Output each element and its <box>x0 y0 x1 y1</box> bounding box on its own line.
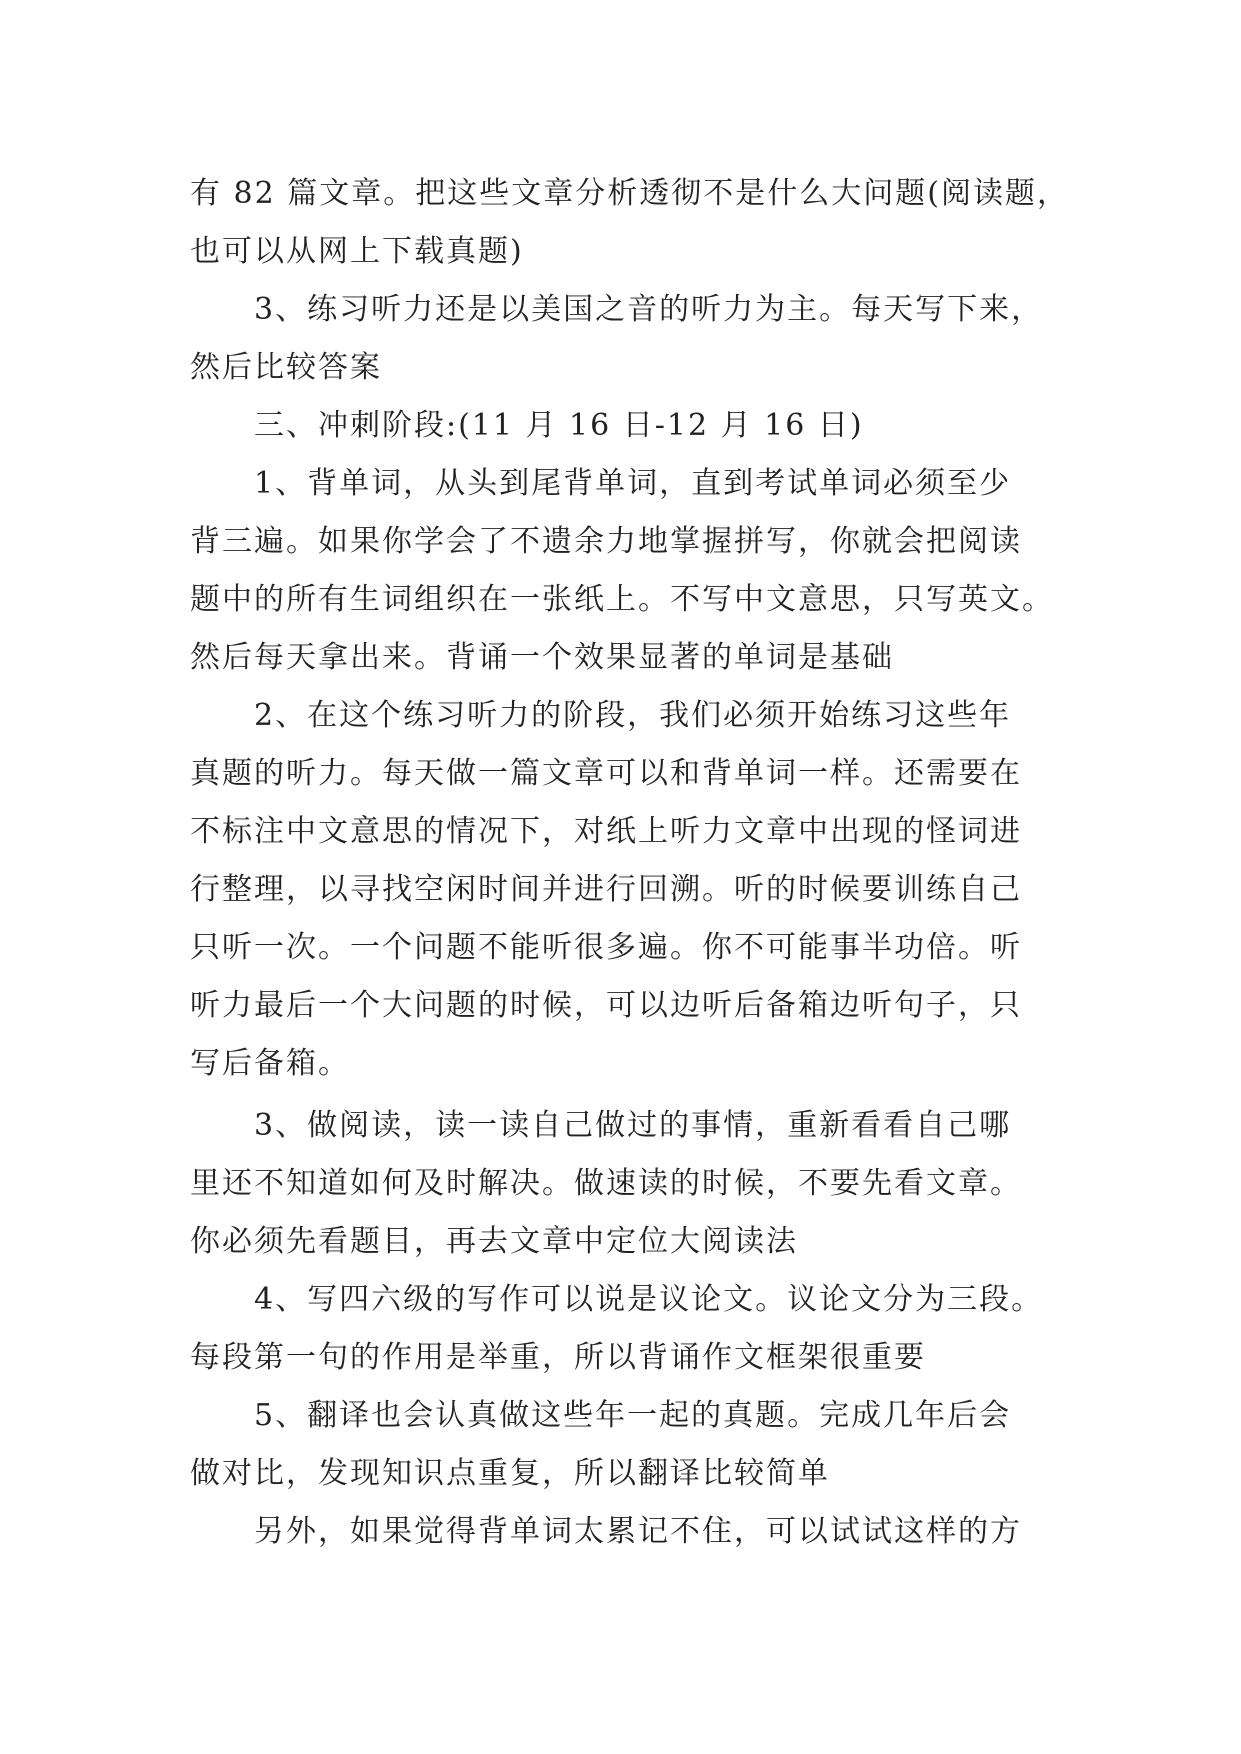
paragraph-line: 背三遍。如果你学会了不遗余力地掌握拼写，你就会把阅读 <box>190 524 1022 559</box>
paragraph-line: 里还不知道如何及时解决。做速读的时候，不要先看文章。 <box>190 1166 1022 1201</box>
paragraph-line: 做对比，发现知识点重复，所以翻译比较简单 <box>190 1456 830 1491</box>
paragraph-line: 真题的听力。每天做一篇文章可以和背单词一样。还需要在 <box>190 756 1022 791</box>
paragraph-line: 也可以从网上下载真题) <box>190 234 524 269</box>
paragraph-line: 2、在这个练习听力的阶段，我们必须开始练习这些年 <box>254 698 1012 733</box>
paragraph-line: 每段第一句的作用是举重，所以背诵作文框架很重要 <box>190 1340 926 1375</box>
paragraph-line: 3、做阅读，读一读自己做过的事情，重新看看自己哪 <box>254 1108 1012 1143</box>
paragraph-line: 题中的所有生词组织在一张纸上。不写中文意思，只写英文。 <box>190 582 1054 617</box>
paragraph-line: 然后比较答案 <box>190 350 382 385</box>
paragraph-line: 另外，如果觉得背单词太累记不住，可以试试这样的方 <box>254 1514 1022 1549</box>
paragraph-line: 只听一次。一个问题不能听很多遍。你不可能事半功倍。听 <box>190 930 1022 965</box>
paragraph-line: 1、背单词，从头到尾背单词，直到考试单词必须至少 <box>254 466 1012 501</box>
paragraph-line: 写后备箱。 <box>190 1046 350 1081</box>
paragraph-line: 3、练习听力还是以美国之音的听力为主。每天写下来， <box>254 292 1044 327</box>
section-heading: 三、冲刺阶段:(11 月 16 日-12 月 16 日) <box>254 408 864 443</box>
paragraph-line: 行整理，以寻找空闲时间并进行回溯。听的时候要训练自己 <box>190 872 1022 907</box>
paragraph-line: 不标注中文意思的情况下，对纸上听力文章中出现的怪词进 <box>190 814 1022 849</box>
paragraph-line: 4、写四六级的写作可以说是议论文。议论文分为三段。 <box>254 1282 1044 1317</box>
paragraph-line: 5、翻译也会认真做这些年一起的真题。完成几年后会 <box>254 1398 1012 1433</box>
paragraph-line: 有 82 篇文章。把这些文章分析透彻不是什么大问题(阅读题， <box>190 176 1069 211</box>
paragraph-line: 然后每天拿出来。背诵一个效果显著的单词是基础 <box>190 640 894 675</box>
paragraph-line: 听力最后一个大问题的时候，可以边听后备箱边听句子，只 <box>190 988 1022 1023</box>
document-body <box>190 165 1070 1561</box>
paragraph-line: 你必须先看题目，再去文章中定位大阅读法 <box>190 1224 798 1259</box>
